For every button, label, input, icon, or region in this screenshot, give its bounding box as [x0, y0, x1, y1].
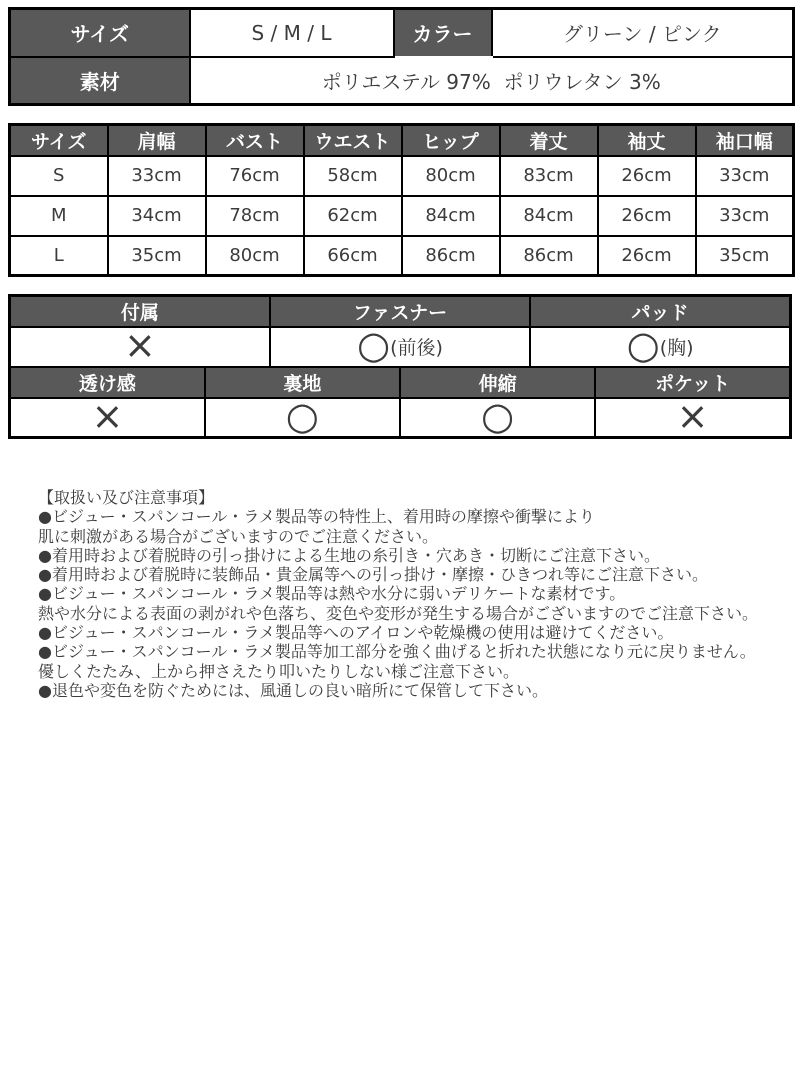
feature-value-sheerness	[10, 398, 205, 438]
features-header-row-2	[10, 367, 791, 398]
size-chart-cell: 33cm	[696, 196, 794, 236]
size-chart-header: 袖口幅	[696, 125, 794, 156]
features-table	[8, 294, 792, 439]
features-header-row-1	[10, 296, 791, 327]
feature-value-fastener	[270, 327, 530, 367]
info-table	[8, 7, 795, 106]
feature-value-pocket	[595, 398, 790, 438]
size-chart-cell: 86cm	[500, 236, 598, 276]
care-note-line: ●着用時および着脱時の引っ掛けによる生地の糸引き・穴あき・切断にご注意下さい。	[38, 545, 660, 565]
size-chart-cell: 86cm	[402, 236, 500, 276]
circle-symbol: ○	[285, 397, 319, 438]
size-chart-cell: 33cm	[108, 156, 206, 196]
size-chart-header: 袖丈	[598, 125, 696, 156]
size-chart-header: 着丈	[500, 125, 598, 156]
size-chart-cell: 80cm	[206, 236, 304, 276]
feature-header-fastener: ファスナー	[270, 296, 530, 327]
material-label-header: 素材	[10, 57, 190, 105]
care-note-line: 肌に刺激がある場合がございますのでご注意ください。	[38, 526, 439, 546]
care-note-line: ●ビジュー・スパンコール・ラメ製品等の特性上、着用時の摩擦や衝撃により	[38, 507, 595, 527]
feature-value-stretch	[400, 398, 595, 438]
size-chart-cell: 26cm	[598, 156, 696, 196]
color-value-cell: グリーン / ピンク	[492, 9, 794, 57]
size-label-header: サイズ	[10, 9, 190, 57]
cross-symbol: ×	[676, 397, 709, 438]
care-note-line: ●着用時および着脱時に装飾品・貴金属等への引っ掛け・摩擦・ひきつれ等にご注意下さい。	[38, 565, 708, 585]
feature-value-pad	[530, 327, 790, 367]
size-chart-cell: 58cm	[304, 156, 402, 196]
size-chart-cell: 26cm	[598, 236, 696, 276]
material-value-cell: ポリエステル 97% ポリウレタン 3%	[190, 57, 794, 105]
feature-value-lining	[205, 398, 400, 438]
care-note-line: ●ビジュー・スパンコール・ラメ製品等は熱や水分に弱いデリケートな素材です。	[38, 584, 626, 604]
size-chart-cell: 78cm	[206, 196, 304, 236]
size-chart-cell: 35cm	[696, 236, 794, 276]
size-chart-cell: 66cm	[304, 236, 402, 276]
feature-header-pocket: ポケット	[595, 367, 790, 398]
feature-note: (胸)	[659, 337, 694, 359]
size-chart-row-m	[10, 196, 794, 236]
size-value-cell: S / M / L	[190, 9, 394, 57]
size-chart-cell: 84cm	[500, 196, 598, 236]
care-note-line: ●ビジュー・スパンコール・ラメ製品等加工部分を強く曲げると折れた状態になり元に戻りません。	[38, 642, 756, 662]
care-note-line: ●退色や変色を防ぐためには、風通しの良い暗所にて保管して下さい。	[38, 680, 548, 700]
size-chart-header: サイズ	[10, 125, 108, 156]
size-chart-cell: 80cm	[402, 156, 500, 196]
size-chart-header: ヒップ	[402, 125, 500, 156]
circle-symbol: ○	[356, 326, 391, 367]
size-chart-cell: 26cm	[598, 196, 696, 236]
circle-symbol: ○	[481, 397, 515, 438]
cross-symbol: ×	[123, 326, 156, 367]
size-chart-header: バスト	[206, 125, 304, 156]
features-value-row-2	[10, 398, 791, 438]
care-note-line: ●ビジュー・スパンコール・ラメ製品等へのアイロンや乾燥機の使用は避けてください。	[38, 623, 674, 643]
size-chart-cell: 34cm	[108, 196, 206, 236]
size-chart-cell: M	[10, 196, 108, 236]
features-value-row-1	[10, 327, 791, 367]
size-chart-cell: 35cm	[108, 236, 206, 276]
size-chart-table	[8, 123, 795, 277]
size-chart-header: ウエスト	[304, 125, 402, 156]
circle-symbol: ○	[626, 326, 660, 367]
size-chart-cell: 83cm	[500, 156, 598, 196]
feature-header-sheerness: 透け感	[10, 367, 205, 398]
cross-symbol: ×	[91, 397, 124, 438]
size-chart-header: 肩幅	[108, 125, 206, 156]
size-chart-cell: 84cm	[402, 196, 500, 236]
size-chart-cell: S	[10, 156, 108, 196]
care-note-line: 優しくたたみ、上から押さえたり叩いたりしない様ご注意下さい。	[38, 661, 519, 681]
feature-note: (前後)	[390, 337, 443, 359]
size-chart-cell: L	[10, 236, 108, 276]
size-chart-header-row	[10, 125, 794, 156]
size-chart-cell: 62cm	[304, 196, 402, 236]
size-chart-cell: 76cm	[206, 156, 304, 196]
feature-header-accessory: 付属	[10, 296, 270, 327]
feature-header-pad: パッド	[530, 296, 790, 327]
care-notes	[38, 488, 784, 700]
feature-header-lining: 裏地	[205, 367, 400, 398]
size-chart-row-l	[10, 236, 794, 276]
size-chart-cell: 33cm	[696, 156, 794, 196]
size-chart-row-s	[10, 156, 794, 196]
care-notes-title: 【取扱い及び注意事項】	[38, 488, 215, 507]
care-note-line: 熱や水分による表面の剥がれや色落ち、変色や変形が発生する場合がございますのでご注意下さい。	[38, 603, 759, 623]
feature-header-stretch: 伸縮	[400, 367, 595, 398]
feature-value-accessory	[10, 327, 270, 367]
color-label-header: カラー	[394, 9, 492, 57]
